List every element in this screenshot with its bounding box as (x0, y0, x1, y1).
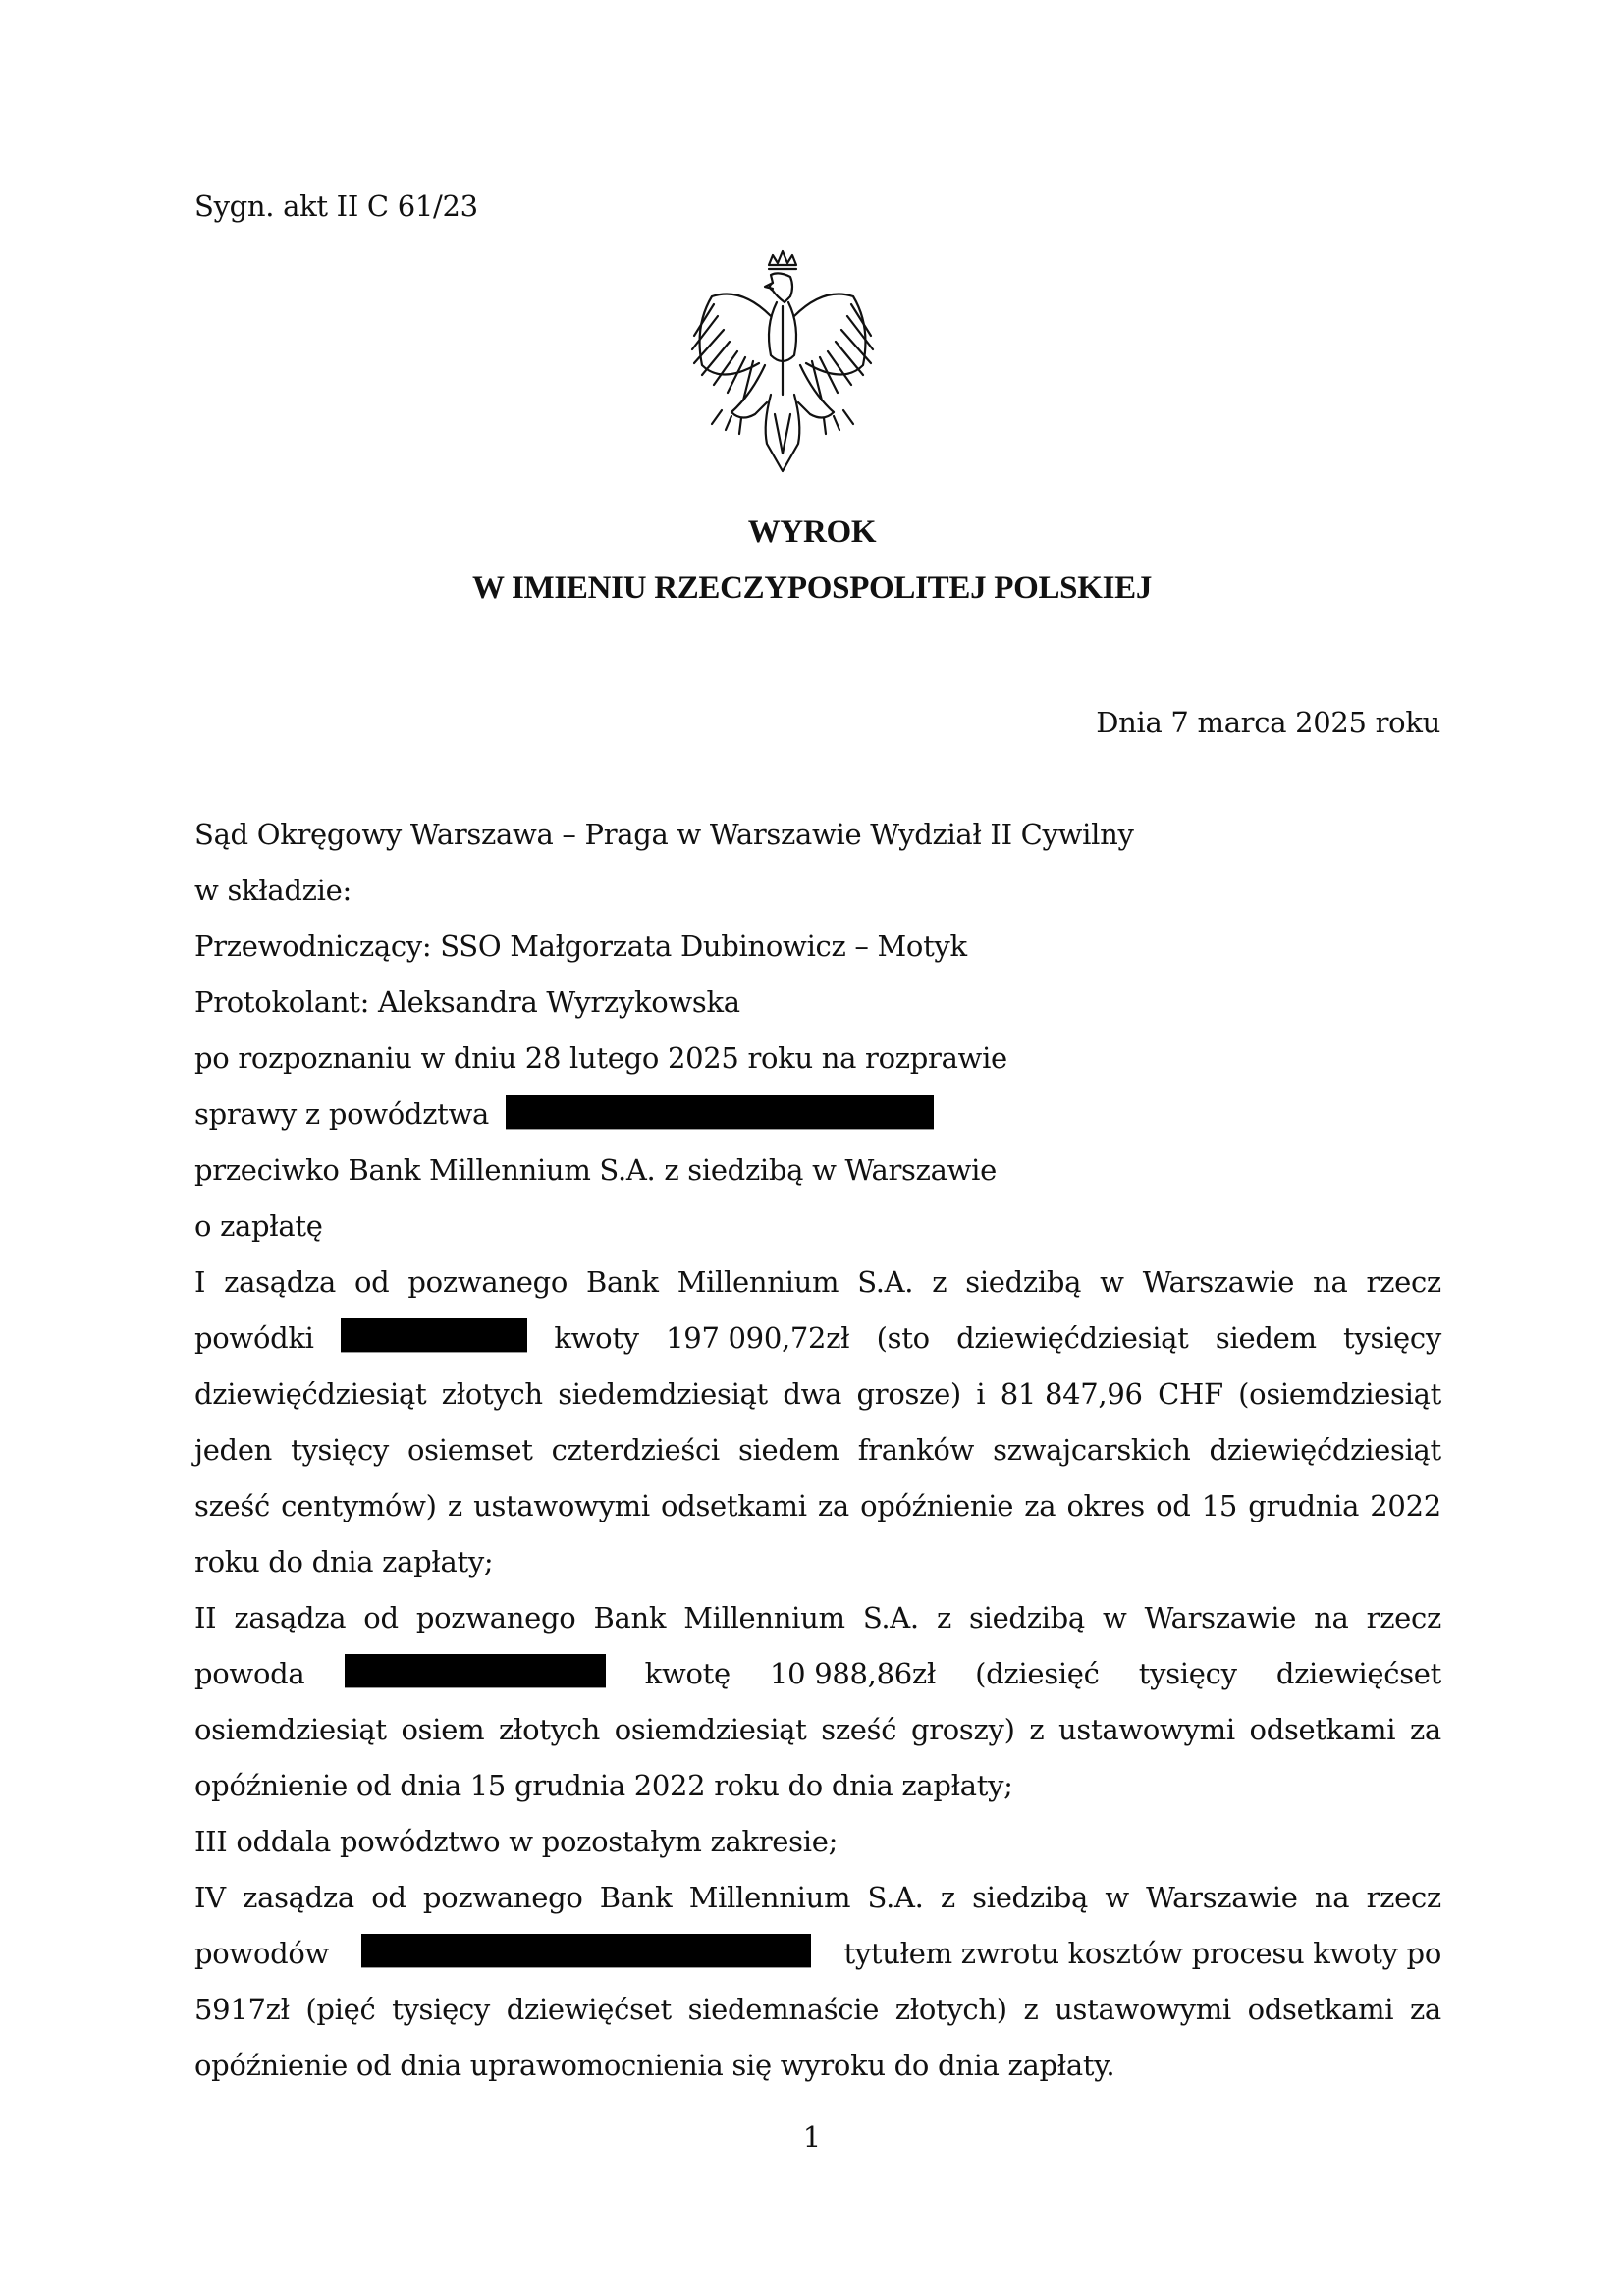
word: na (1313, 1265, 1348, 1299)
word: franków (857, 1433, 975, 1467)
word: z (932, 1265, 947, 1299)
word: na (1314, 1881, 1350, 1914)
word: Bank (586, 1265, 659, 1299)
word: siedem (1215, 1321, 1317, 1355)
point-2-line-4: opóźnienie od dnia 15 grudnia 2022 roku do dnia zapłaty; (194, 1769, 1013, 1802)
word: CHF (1158, 1377, 1223, 1411)
judgment-subtitle: W IMIENIU RZECZYPOSPOLITEJ POLSKIEJ (471, 570, 1153, 606)
point-1-line-3 (194, 1374, 1441, 1414)
word: szwajcarskich (993, 1433, 1191, 1467)
word: siedzibą (965, 1265, 1082, 1299)
word: 2022 (1370, 1489, 1441, 1522)
word: zasądza (234, 1601, 347, 1634)
word: siedemdziesiąt (558, 1377, 768, 1411)
word: złotych) (894, 1993, 1007, 2026)
word: (dziesięć (975, 1657, 1100, 1690)
word: (sto (876, 1321, 930, 1355)
word: 5917zł (194, 1993, 290, 2026)
word: w (1103, 1601, 1127, 1634)
word: I (194, 1265, 206, 1299)
word: kwotę (644, 1657, 731, 1690)
word: Warszawie (1144, 1601, 1297, 1634)
word: w (1105, 1881, 1129, 1914)
word: w (1100, 1265, 1124, 1299)
point-4-line-2 (194, 1934, 1441, 1973)
word: za (1409, 1713, 1441, 1746)
word: jeden (194, 1433, 273, 1467)
point-3: III oddala powództwo w pozostałym zakresie; (194, 1825, 839, 1858)
word: dwa (783, 1377, 842, 1411)
judgment-date: Dnia 7 marca 2025 roku (1096, 706, 1440, 739)
point-4-line-1 (194, 1878, 1441, 1917)
word: Millennium (688, 1881, 851, 1914)
word: S.A. (867, 1881, 924, 1914)
word: pozwanego (422, 1881, 583, 1914)
word: S.A. (857, 1265, 914, 1299)
point-4-line-4: opóźnienie od dnia uprawomocnienia się wyroku do dnia zapłaty. (194, 2049, 1115, 2082)
word: siedem (737, 1433, 839, 1467)
presiding-judge: Przewodniczący: SSO Małgorzata Dubinowicz – Motyk (194, 930, 967, 963)
amount-pln: 197 090,72zł (666, 1321, 850, 1355)
word: Warszawie (1146, 1881, 1298, 1914)
amount-pln: 10 988,86zł (770, 1657, 936, 1690)
word: osiem (401, 1713, 485, 1746)
word: za (817, 1489, 849, 1522)
recipient-label: powodów (194, 1937, 330, 1970)
word: tysięcy (1138, 1657, 1237, 1690)
word: opóźnienie (860, 1489, 1014, 1522)
redacted-plaintiff-2 (345, 1654, 606, 1688)
word: Bank (599, 1881, 673, 1914)
word: rzecz (1366, 1881, 1441, 1914)
word: IV (194, 1881, 226, 1914)
word: z (936, 1601, 951, 1634)
word: zasądza (224, 1265, 336, 1299)
word: odsetkami (661, 1489, 807, 1522)
word: z (447, 1489, 462, 1522)
point-1-line-6: roku do dnia zapłaty; (194, 1545, 494, 1578)
word: za (1409, 1993, 1441, 2026)
word: (osiemdziesiąt (1238, 1377, 1441, 1411)
word: Bank (593, 1601, 667, 1634)
redacted-plaintiff-1 (341, 1318, 527, 1353)
point-1-line-4 (194, 1430, 1441, 1469)
word: z (1023, 1993, 1039, 2026)
word: S.A. (862, 1601, 919, 1634)
page-number: 1 (802, 2120, 822, 2154)
word: Millennium (677, 1265, 839, 1299)
word: Warszawie (1142, 1265, 1295, 1299)
point-2-line-1 (194, 1598, 1441, 1637)
word: zasądza (243, 1881, 354, 1914)
word: pozwanego (407, 1265, 568, 1299)
word: od (353, 1265, 390, 1299)
recipient-label: powódki (194, 1321, 314, 1355)
word: rzecz (1366, 1601, 1441, 1634)
word: tysięcy (1343, 1321, 1441, 1355)
word: Millennium (683, 1601, 845, 1634)
word: dziewięćdziesiąt (1209, 1433, 1441, 1467)
word: siedzibą (969, 1601, 1085, 1634)
word: dziewięćdziesiąt (194, 1377, 427, 1411)
word: (pięć (305, 1993, 376, 2026)
word: tysięcy (291, 1433, 389, 1467)
recipient-label: powoda (194, 1657, 305, 1690)
word: siedemnaście (687, 1993, 880, 2026)
hearing-info: po rozpoznaniu w dniu 28 lutego 2025 roku na rozprawie (194, 1041, 1007, 1075)
redacted-plaintiffs-3 (361, 1934, 811, 1968)
word: II (194, 1601, 217, 1634)
word: od (363, 1601, 399, 1634)
word: siedzibą (972, 1881, 1089, 1914)
word: osiemset (407, 1433, 533, 1467)
court-clerk: Protokolant: Aleksandra Wyrzykowska (194, 986, 740, 1019)
word: ustawowymi (473, 1489, 650, 1522)
point-2-line-3 (194, 1710, 1441, 1749)
case-signature: Sygn. akt II C 61/23 (194, 189, 478, 223)
word: groszy) (910, 1713, 1015, 1746)
judgment-title: WYROK (747, 514, 877, 550)
word: grosze) (856, 1377, 961, 1411)
word: z (1029, 1713, 1045, 1746)
word: ustawowymi (1055, 1993, 1231, 2026)
redacted-plaintiffs (506, 1095, 934, 1130)
word: kwoty (554, 1321, 639, 1355)
polish-eagle-emblem-icon (682, 247, 884, 475)
word: złotych (499, 1713, 601, 1746)
composition-label: w składzie: (194, 874, 352, 907)
word: osiemdziesiąt (614, 1713, 807, 1746)
word: pozwanego (415, 1601, 576, 1634)
word: sześć (194, 1489, 270, 1522)
word: 81 847,96 (1000, 1377, 1143, 1411)
word: na (1314, 1601, 1349, 1634)
word: za (1024, 1489, 1056, 1522)
word: okres (1066, 1489, 1145, 1522)
word: 15 (1201, 1489, 1238, 1522)
word: osiemdziesiąt (194, 1713, 387, 1746)
word: dziewięćdziesiąt (956, 1321, 1189, 1355)
case-from-line (194, 1095, 934, 1134)
word: rzecz (1366, 1265, 1441, 1299)
word: dziewięćset (506, 1993, 672, 2026)
point-1-line-1 (194, 1262, 1441, 1302)
subject-line: o zapłatę (194, 1209, 323, 1243)
point-4-line-3 (194, 1990, 1441, 2029)
word: czterdzieści (551, 1433, 720, 1467)
word: i (976, 1377, 986, 1411)
word: sześć (821, 1713, 897, 1746)
point-1-line-2 (194, 1318, 1441, 1358)
point-2-line-2 (194, 1654, 1441, 1693)
word: grudnia (1248, 1489, 1360, 1522)
word: złotych (441, 1377, 543, 1411)
word: odsetkami (1249, 1713, 1396, 1746)
defendant-line: przeciwko Bank Millennium S.A. z siedzibą w Warszawie (194, 1153, 997, 1187)
word: tysięcy (392, 1993, 491, 2026)
word: z (940, 1881, 955, 1914)
word: centymów) (281, 1489, 437, 1522)
court-name: Sąd Okręgowy Warszawa – Praga w Warszawie Wydział II Cywilny (194, 818, 1134, 851)
word: ustawowymi (1058, 1713, 1235, 1746)
word: odsetkami (1247, 1993, 1394, 2026)
word: od (1156, 1489, 1191, 1522)
word: od (371, 1881, 406, 1914)
word: dziewięćset (1275, 1657, 1441, 1690)
point-1-line-5 (194, 1486, 1441, 1525)
case-from-label: sprawy z powództwa (194, 1097, 490, 1131)
costs-text: tytułem zwrotu kosztów procesu kwoty po (843, 1937, 1441, 1970)
